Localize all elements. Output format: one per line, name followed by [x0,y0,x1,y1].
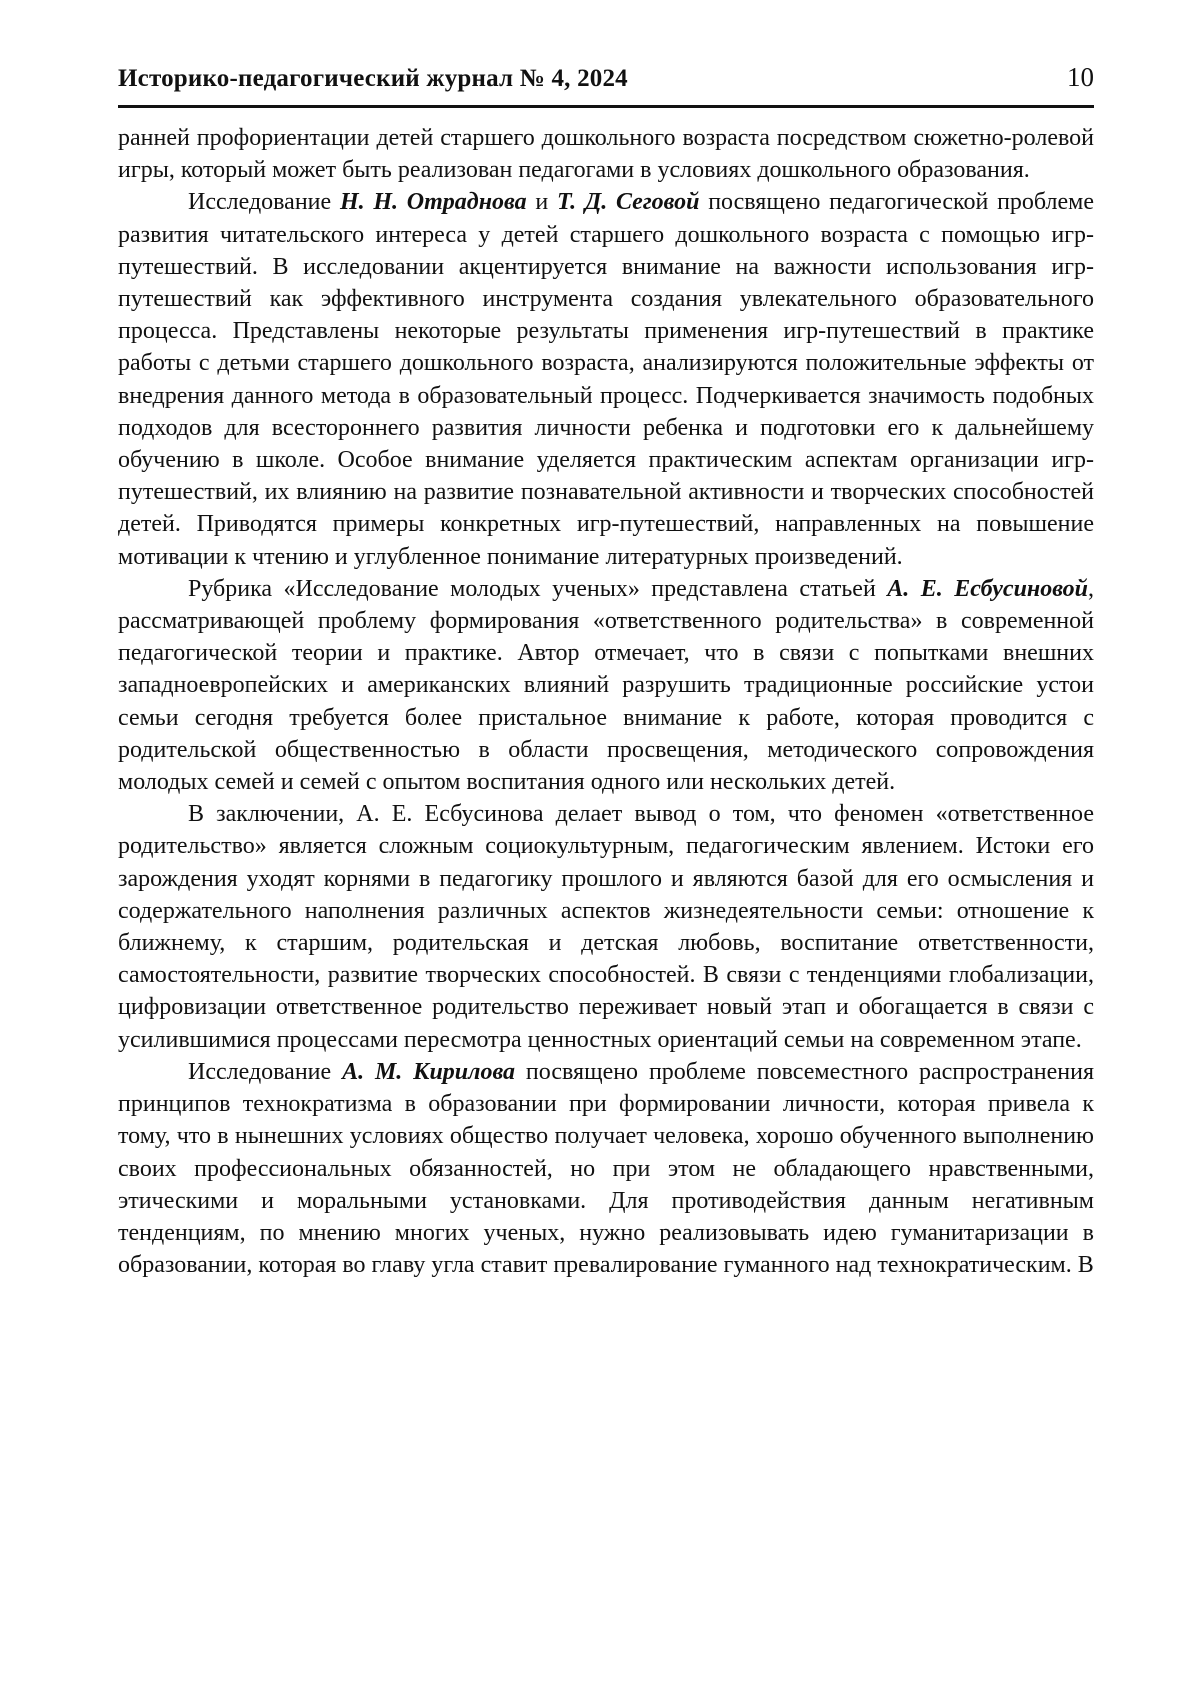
paragraph-4-text: В заключении, А. Е. Есбусинова делает вывод о том, что феномен «ответственное родительство» является сложным социокультурным, педагогическим явлением. Истоки его зарождения уходят корнями в педагогику прошлого и являются базой для его осмысления и содержательного наполнения различных аспектов жизнедеятельности семьи: отношение к ближнему, к старшим, родительская и детская любовь, воспитание ответственности, самостоятельности, развитие творческих способностей. В связи с тенденциями глобализации, цифровизации ответственное родительство переживает новый этап и обогащается в связи с усилившимися процессами пересмотра ценностных ориентаций семьи на современном этапе. [118,801,1094,1053]
paragraph-2-conjunction: и [526,189,557,216]
running-header [118,62,1094,108]
article-body [118,122,1094,1281]
paragraph-1-text: ранней профориентации детей старшего дошкольного возраста посредством сюжетно-ролевой игры, который может быть реализован педагогами в условиях дошкольного образования. [118,125,1094,184]
paragraph-5-lead: Исследование [188,1058,343,1085]
paragraph-3-text: , рассматривающей проблему формирования «ответственного родительства» в современной педагогической теории и практике. Автор отмечает, что в связи с попытками внешних западноевропейских и американских влияний разрушить традиционные российские устои семьи сегодня требуется более пристальное внимание к работе, которая проводится с родительской общественностью в области просвещения, методического сопровождения молодых семей и семей с опытом воспитания одного или нескольких детей. [118,575,1094,796]
paragraph-2-text: посвящено педагогической проблеме развития читательского интереса у детей старшего дошкольного возраста с помощью игр-путешествий. В исследовании акцентируется внимание на важности использования игр-путешествий как эффективного инструмента создания увлекательного образовательного процесса. Представлены некоторые результаты применения игр-путешествий в практике работы с детьми старшего дошкольного возраста, анализируются положительные эффекты от внедрения данного метода в образовательный процесс. Подчеркивается значимость подобных подходов для всестороннего развития личности ребенка и подготовки его к дальнейшему обучению в школе. Особое внимание уделяется практическим аспектам организации игр-путешествий, их влиянию на развитие познавательной активности и творческих способностей детей. Приводятся примеры конкретных игр-путешествий, направленных на повышение мотивации к чтению и углубленное понимание литературных произведений. [118,189,1094,570]
paragraph-2-lead: Исследование [188,189,340,216]
paragraph-3-lead: Рубрика «Исследование молодых ученых» представлена статьей [188,575,888,602]
paragraph-5-text: посвящено проблеме повсеместного распространения принципов технократизма в образовании при формировании личности, которая привела к тому, что в нынешних условиях общество получает человека, хорошо обученного выполнению своих профессиональных обязанностей, но при этом не обладающего нравственными, этическими и моральными установками. Для противодействия данным негативным тенденциям, по мнению многих ученых, нужно реализовывать идею гуманитаризации в образовании, которая во главу угла ставит превалирование гуманного над технократическим. В [118,1058,1095,1279]
page-number: 10 [1067,62,1094,92]
paragraph-1 [118,122,1094,186]
journal-title: Историко-педагогический журнал № 4, 2024 [118,65,628,92]
author-name-kirilov: А. М. Кирилова [342,1058,516,1085]
paragraph-2 [118,186,1094,572]
paragraph-4 [118,798,1094,1056]
author-name-esbusinova: А. Е. Есбусиновой [887,575,1088,602]
author-name-otradnov: Н. Н. Отраднова [339,189,527,216]
document-page [118,62,1094,1281]
author-name-segova: Т. Д. Сеговой [556,189,700,216]
paragraph-5 [118,1056,1094,1281]
paragraph-3 [118,573,1094,798]
